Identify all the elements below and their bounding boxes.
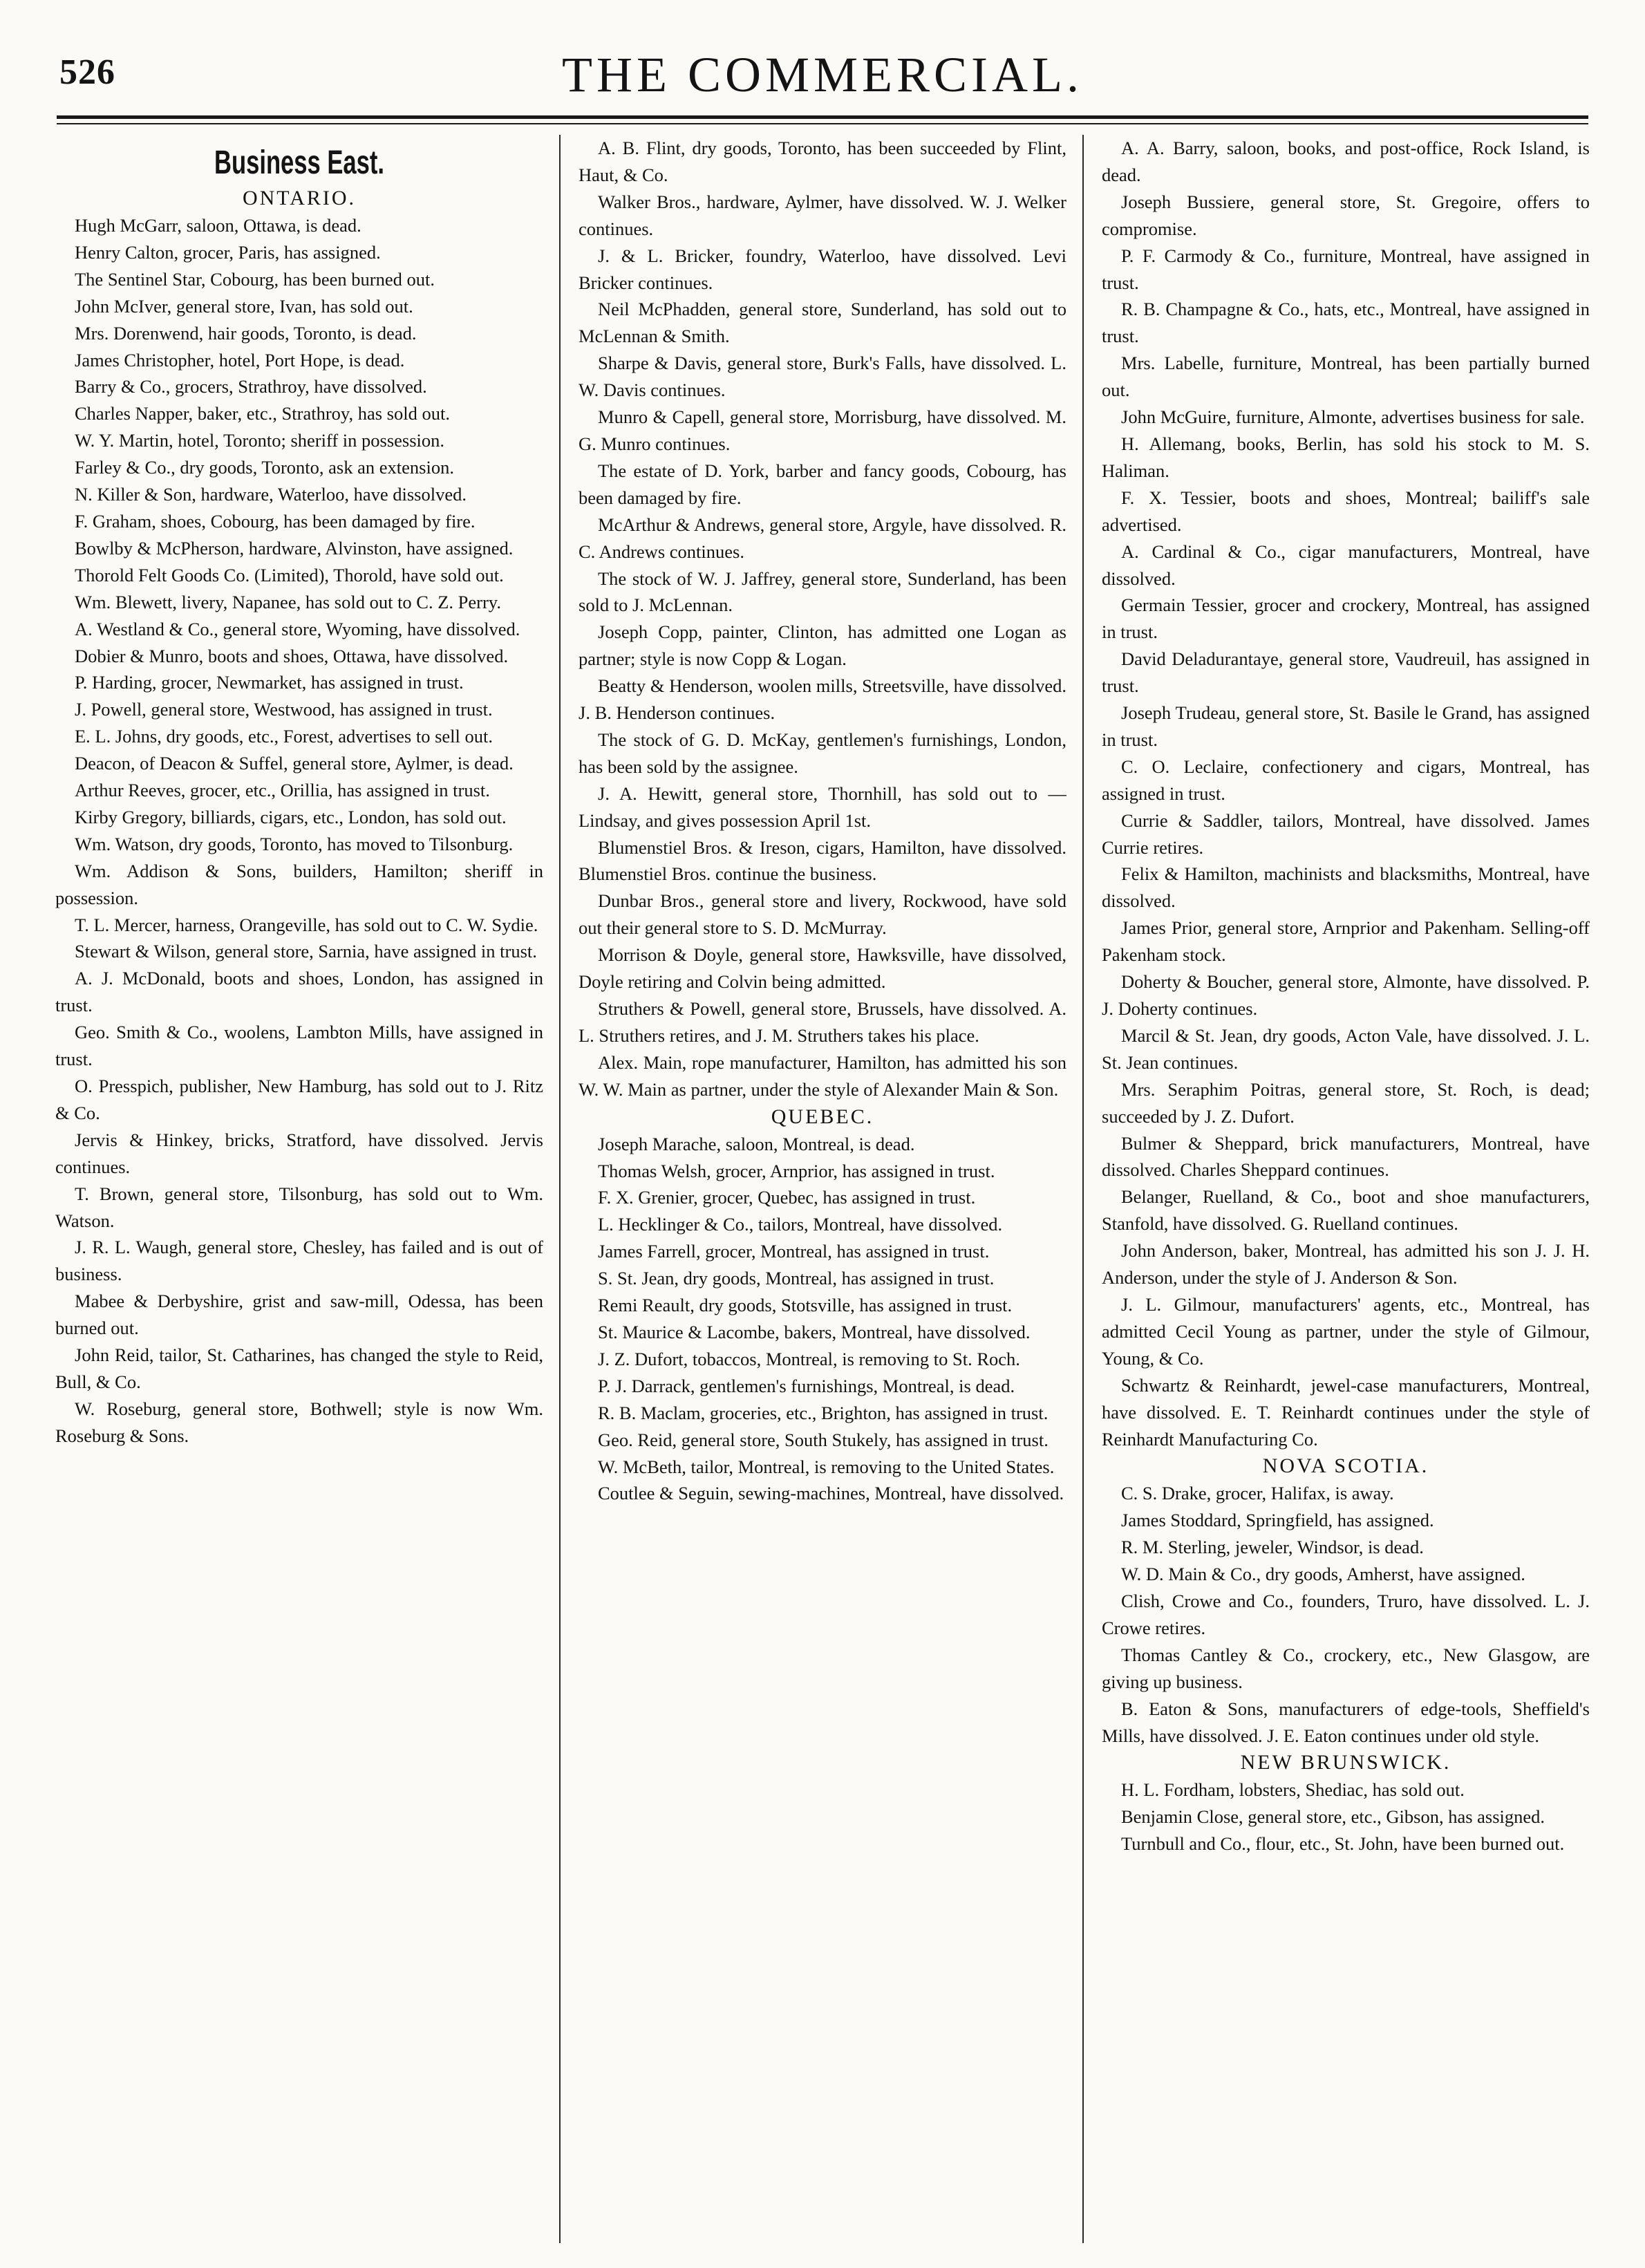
business-notice: John McIver, general store, Ivan, has sold out. xyxy=(75,295,413,317)
business-notice: A. J. McDonald, boots and shoes, London, has assigned in trust. xyxy=(55,968,543,1016)
business-notice: Thorold Felt Goods Co. (Limited), Thorold, have sold out. xyxy=(75,564,504,585)
business-notice: T. L. Mercer, harness, Orangeville, has sold out to C. W. Sydie. xyxy=(75,914,538,935)
page-number: 526 xyxy=(59,53,115,92)
business-notice: Farley & Co., dry goods, Toronto, ask an extension. xyxy=(75,457,454,478)
business-notice: The stock of W. J. Jaffrey, general store, Sunderland, has been sold to J. McLennan. xyxy=(579,568,1066,616)
province-heading: ONTARIO. xyxy=(242,187,357,209)
business-notice: Mrs. Labelle, furniture, Montreal, has been partially burned out. xyxy=(1102,353,1590,401)
business-notice: Bowlby & McPherson, hardware, Alvinston, have assigned. xyxy=(75,537,514,559)
business-notice: R. B. Champagne & Co., hats, etc., Montreal, have assigned in trust. xyxy=(1102,299,1590,347)
province-heading: NEW BRUNSWICK. xyxy=(1240,1751,1451,1774)
business-notice: Beatty & Henderson, woolen mills, Streetsville, have dissolved. J. B. Henderson continues. xyxy=(579,675,1066,724)
business-notice: Thomas Cantley & Co., crockery, etc., New Glasgow, are giving up business. xyxy=(1102,1644,1590,1692)
business-notice: Schwartz & Reinhardt, jewel-case manufacturers, Montreal, have dissolved. E. T. Reinhardt continues under the style of Reinhardt Manufacturing Co. xyxy=(1102,1374,1590,1450)
business-notice: Jervis & Hinkey, bricks, Stratford, have dissolved. Jervis continues. xyxy=(55,1129,543,1177)
business-notice: Joseph Bussiere, general store, St. Gregoire, offers to compromise. xyxy=(1102,191,1590,239)
business-notice: O. Presspich, publisher, New Hamburg, has sold out to J. Ritz & Co. xyxy=(55,1076,543,1123)
business-notice: Mabee & Derbyshire, grist and saw-mill, Odessa, has been burned out. xyxy=(55,1291,543,1339)
business-notice: W. Roseburg, general store, Bothwell; style is now Wm. Roseburg & Sons. xyxy=(55,1398,543,1446)
business-notice: Benjamin Close, general store, etc., Gibson, has assigned. xyxy=(1121,1806,1545,1828)
business-notice: A. Cardinal & Co., cigar manufacturers, Montreal, have dissolved. xyxy=(1102,541,1590,589)
business-notice: Marcil & St. Jean, dry goods, Acton Vale, have dissolved. J. L. St. Jean continues. xyxy=(1102,1024,1590,1073)
business-notice: John Anderson, baker, Montreal, has admitted his son J. J. H. Anderson, under the style of J. Anderson & Son. xyxy=(1102,1240,1590,1288)
business-notice: J. L. Gilmour, manufacturers' agents, etc., Montreal, has admitted Cecil Young as partner, under the style of Gilmour, Young, & Co. xyxy=(1102,1293,1590,1369)
business-notice: Coutlee & Seguin, sewing-machines, Montreal, have dissolved. xyxy=(598,1483,1064,1504)
business-notice: James Christopher, hotel, Port Hope, is dead. xyxy=(75,349,405,371)
business-notice: T. Brown, general store, Tilsonburg, has sold out to Wm. Watson. xyxy=(55,1183,543,1231)
business-notice: Joseph Marache, saloon, Montreal, is dead. xyxy=(598,1133,915,1154)
business-notice: C. S. Drake, grocer, Halifax, is away. xyxy=(1121,1483,1394,1504)
header-rule-thin xyxy=(57,123,1588,124)
business-notice: R. M. Sterling, jeweler, Windsor, is dead. xyxy=(1121,1537,1424,1558)
business-notice: P. J. Darrack, gentlemen's furnishings, Montreal, is dead. xyxy=(598,1375,1015,1396)
business-notice: J. Powell, general store, Westwood, has assigned in trust. xyxy=(75,699,493,720)
business-notice: Thomas Welsh, grocer, Arnprior, has assigned in trust. xyxy=(598,1160,995,1181)
business-notice: J. R. L. Waugh, general store, Chesley, has failed and is out of business. xyxy=(55,1237,543,1285)
business-notice: J. & L. Bricker, foundry, Waterloo, have dissolved. Levi Bricker continues. xyxy=(579,245,1066,293)
business-notice: Walker Bros., hardware, Aylmer, have dissolved. W. J. Welker continues. xyxy=(579,191,1066,239)
business-notice: L. Hecklinger & Co., tailors, Montreal, have dissolved. xyxy=(598,1214,1003,1235)
business-notice: J. A. Hewitt, general store, Thornhill, has sold out to — Lindsay, and gives possession April 1st. xyxy=(579,782,1066,831)
business-notice: N. Killer & Son, hardware, Waterloo, have dissolved. xyxy=(75,484,467,505)
province-heading: NOVA SCOTIA. xyxy=(1262,1454,1429,1478)
business-notice: F. X. Grenier, grocer, Quebec, has assigned in trust. xyxy=(598,1187,976,1208)
column-2 xyxy=(579,135,1066,2243)
business-notice: F. Graham, shoes, Cobourg, has been damaged by fire. xyxy=(75,510,476,532)
business-notice: B. Eaton & Sons, manufacturers of edge-tools, Sheffield's Mills, have dissolved. J. E. Eaton continues under old style. xyxy=(1102,1698,1590,1746)
business-notice: Geo. Smith & Co., woolens, Lambton Mills, have assigned in trust. xyxy=(55,1022,543,1070)
business-notice: Germain Tessier, grocer and crockery, Montreal, has assigned in trust. xyxy=(1102,594,1590,643)
business-notice: Doherty & Boucher, general store, Almonte, have dissolved. P. J. Doherty continues. xyxy=(1102,971,1590,1019)
business-notice: E. L. Johns, dry goods, etc., Forest, advertises to sell out. xyxy=(75,726,494,747)
page-header xyxy=(55,38,1590,107)
business-notice: St. Maurice & Lacombe, bakers, Montreal, have dissolved. xyxy=(598,1321,1031,1342)
business-notice: Barry & Co., grocers, Strathroy, have dissolved. xyxy=(75,376,427,397)
business-notice: The estate of D. York, barber and fancy goods, Cobourg, has been damaged by fire. xyxy=(579,460,1066,508)
business-notice: Sharpe & Davis, general store, Burk's Falls, have dissolved. L. W. Davis continues. xyxy=(579,353,1066,401)
business-notice: P. F. Carmody & Co., furniture, Montreal, have assigned in trust. xyxy=(1102,245,1590,293)
article-columns xyxy=(55,135,1590,2243)
business-notice: Henry Calton, grocer, Paris, has assigned. xyxy=(75,241,381,263)
business-notice: P. Harding, grocer, Newmarket, has assigned in trust. xyxy=(75,672,464,693)
masthead-title: THE COMMERCIAL. xyxy=(562,47,1083,102)
business-notice: The stock of G. D. McKay, gentlemen's furnishings, London, has been sold by the assignee. xyxy=(579,729,1066,777)
business-notice: Struthers & Powell, general store, Brussels, have dissolved. A. L. Struthers retires, and J. M. Struthers takes his place. xyxy=(579,998,1066,1046)
business-notice: Dobier & Munro, boots and shoes, Ottawa, have dissolved. xyxy=(75,645,509,666)
business-notice: Kirby Gregory, billiards, cigars, etc., London, has sold out. xyxy=(75,806,507,827)
business-notice: Alex. Main, rope manufacturer, Hamilton, has admitted his son W. W. Main as partner, under the style of Alexander Main & Son. xyxy=(579,1051,1066,1100)
business-notice: Munro & Capell, general store, Morrisburg, have dissolved. M. G. Munro continues. xyxy=(579,406,1066,454)
business-notice: Wm. Watson, dry goods, Toronto, has moved to Tilsonburg. xyxy=(75,833,514,854)
business-notice: Geo. Reid, general store, South Stukely, has assigned in trust. xyxy=(598,1429,1049,1450)
business-notice: David Deladurantaye, general store, Vaudreuil, has assigned in trust. xyxy=(1102,648,1590,697)
business-notice: J. Z. Dufort, tobaccos, Montreal, is removing to St. Roch. xyxy=(598,1348,1020,1369)
business-notice: H. L. Fordham, lobsters, Shediac, has sold out. xyxy=(1121,1779,1465,1801)
business-notice: H. Allemang, books, Berlin, has sold his stock to M. S. Haliman. xyxy=(1102,433,1590,481)
business-notice: Joseph Trudeau, general store, St. Basile le Grand, has assigned in trust. xyxy=(1102,702,1590,750)
business-notice: Dunbar Bros., general store and livery, Rockwood, have sold out their general store to S. D. McMurray. xyxy=(579,890,1066,939)
business-notice: Stewart & Wilson, general store, Sarnia, have assigned in trust. xyxy=(75,941,537,962)
business-notice: R. B. Maclam, groceries, etc., Brighton, has assigned in trust. xyxy=(598,1402,1049,1423)
business-notice: A. Westland & Co., general store, Wyoming, have dissolved. xyxy=(75,618,520,639)
section-heading: Business East. xyxy=(214,144,384,181)
business-notice: Mrs. Seraphim Poitras, general store, St. Roch, is dead; succeeded by J. Z. Dufort. xyxy=(1102,1078,1590,1127)
province-heading: QUEBEC. xyxy=(771,1105,874,1128)
business-notice: John McGuire, furniture, Almonte, advertises business for sale. xyxy=(1121,406,1585,428)
business-notice: Hugh McGarr, saloon, Ottawa, is dead. xyxy=(75,215,361,236)
business-notice: John Reid, tailor, St. Catharines, has changed the style to Reid, Bull, & Co. xyxy=(55,1344,543,1392)
business-notice: Deacon, of Deacon & Suffel, general store, Aylmer, is dead. xyxy=(75,753,514,774)
column-1 xyxy=(55,135,543,2243)
business-notice: Currie & Saddler, tailors, Montreal, have dissolved. James Currie retires. xyxy=(1102,809,1590,858)
business-notice: A. B. Flint, dry goods, Toronto, has been succeeded by Flint, Haut, & Co. xyxy=(579,138,1066,185)
business-notice: A. A. Barry, saloon, books, and post-office, Rock Island, is dead. xyxy=(1102,138,1590,185)
business-notice: Felix & Hamilton, machinists and blacksmiths, Montreal, have dissolved. xyxy=(1102,863,1590,912)
business-notice: Wm. Blewett, livery, Napanee, has sold out to C. Z. Perry. xyxy=(75,591,501,612)
business-notice: W. D. Main & Co., dry goods, Amherst, have assigned. xyxy=(1121,1564,1525,1585)
business-notice: Morrison & Doyle, general store, Hawksville, have dissolved, Doyle retiring and Colvin being admitted. xyxy=(579,944,1066,993)
business-notice: Neil McPhadden, general store, Sunderland, has sold out to McLennan & Smith. xyxy=(579,299,1066,347)
business-notice: S. St. Jean, dry goods, Montreal, has assigned in trust. xyxy=(598,1268,995,1289)
business-notice: James Stoddard, Springfield, has assigned. xyxy=(1121,1510,1434,1531)
business-notice: C. O. Leclaire, confectionery and cigars, Montreal, has assigned in trust. xyxy=(1102,756,1590,804)
business-notice: James Farrell, grocer, Montreal, has assigned in trust. xyxy=(598,1241,990,1262)
business-notice: Wm. Addison & Sons, builders, Hamilton; sheriff in possession. xyxy=(55,860,543,908)
header-rule-thick xyxy=(57,115,1588,119)
business-notice: Mrs. Dorenwend, hair goods, Toronto, is dead. xyxy=(75,322,417,344)
business-notice: Remi Reault, dry goods, Stotsville, has assigned in trust. xyxy=(598,1295,1013,1316)
business-notice: McArthur & Andrews, general store, Argyle, have dissolved. R. C. Andrews continues. xyxy=(579,514,1066,562)
business-notice: James Prior, general store, Arnprior and Pakenham. Selling-off Pakenham stock. xyxy=(1102,917,1590,966)
business-notice: Charles Napper, baker, etc., Strathroy, has sold out. xyxy=(75,403,450,424)
business-notice: Arthur Reeves, grocer, etc., Orillia, has assigned in trust. xyxy=(75,780,490,801)
business-notice: Blumenstiel Bros. & Ireson, cigars, Hamilton, have dissolved. Blumenstiel Bros. continue the business. xyxy=(579,836,1066,885)
column-3 xyxy=(1102,135,1590,2243)
business-notice: Clish, Crowe and Co., founders, Truro, have dissolved. L. J. Crowe retires. xyxy=(1102,1591,1590,1638)
business-notice: Belanger, Ruelland, & Co., boot and shoe manufacturers, Stanfold, have dissolved. G. Ruelland continues. xyxy=(1102,1186,1590,1235)
business-notice: F. X. Tessier, boots and shoes, Montreal; bailiff's sale advertised. xyxy=(1102,487,1590,535)
business-notice: The Sentinel Star, Cobourg, has been burned out. xyxy=(75,268,435,290)
business-notice: Turnbull and Co., flour, etc., St. John, have been burned out. xyxy=(1121,1833,1565,1855)
business-notice: W. Y. Martin, hotel, Toronto; sheriff in possession. xyxy=(75,430,445,451)
business-notice: Joseph Copp, painter, Clinton, has admitted one Logan as partner; style is now Copp & Logan. xyxy=(579,621,1066,670)
business-notice: W. McBeth, tailor, Montreal, is removing to the United States. xyxy=(598,1456,1055,1477)
business-notice: Bulmer & Sheppard, brick manufacturers, Montreal, have dissolved. Charles Sheppard continues. xyxy=(1102,1132,1590,1181)
